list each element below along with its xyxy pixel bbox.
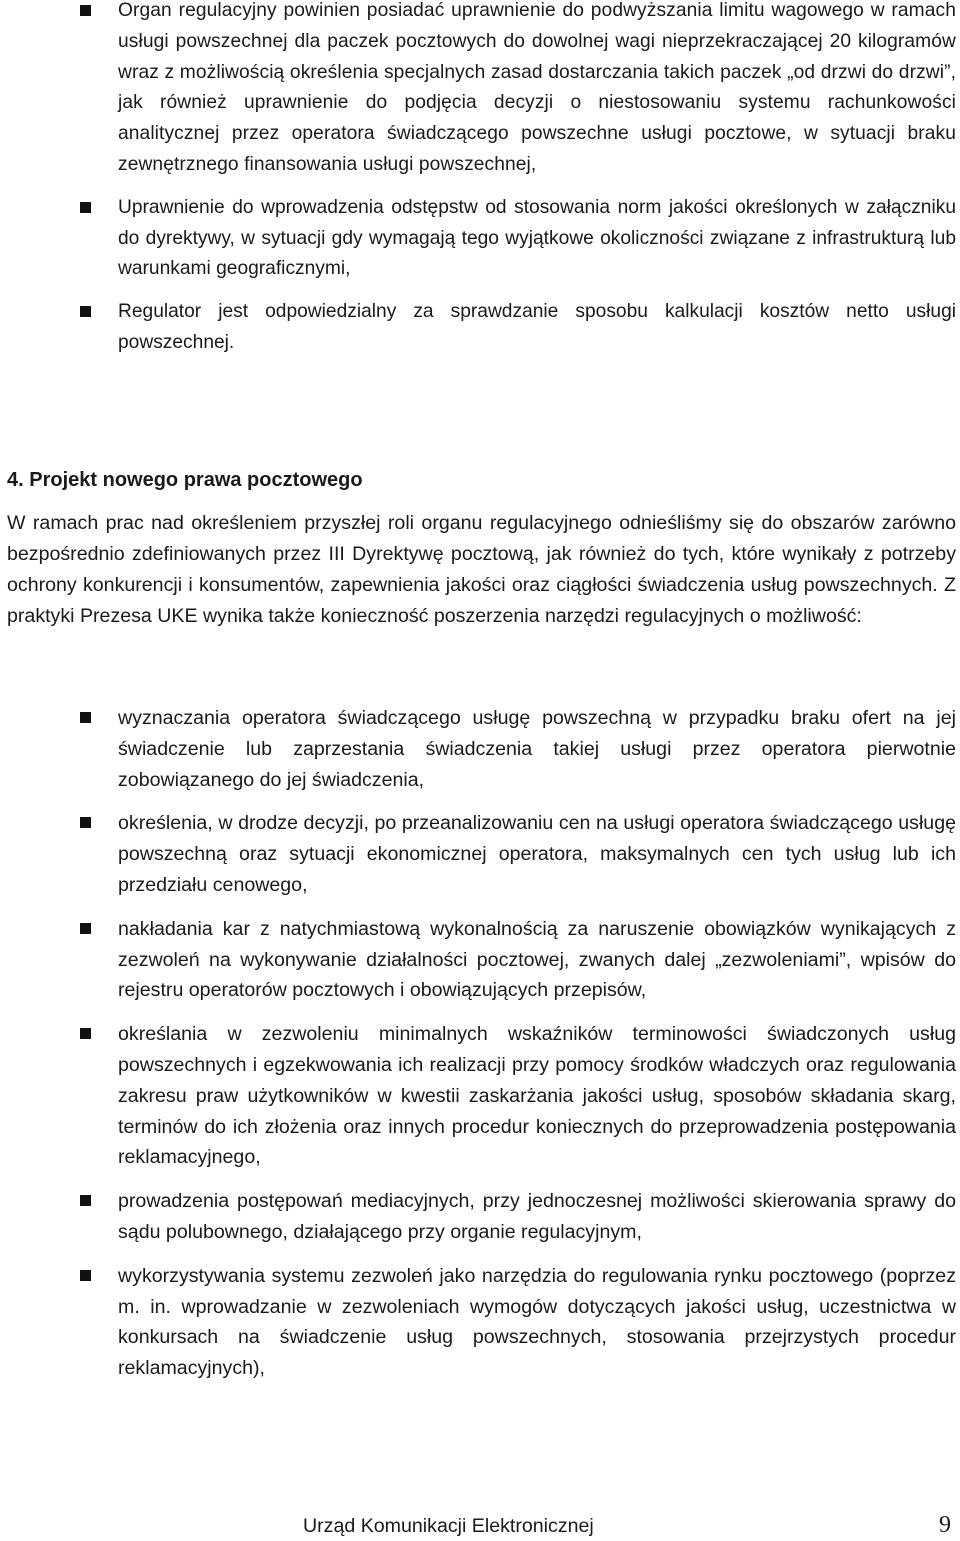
list-item [0,1261,960,1384]
list-item-text: Uprawnienie do wprowadzenia odstępstw od stosowania norm jakości określonych w załączniku do dyrektywy, w sytuacji gdy wymagają tego wyjątkowe okoliczności związane z infrastrukturą lub warunkami geograficznymi, [118,196,956,280]
list-item-text: wykorzystywania systemu zezwoleń jako narzędzia do regulowania rynku pocztowego (poprzez m. in. wprowadzanie w zezwoleniach wymogów dotyczących jakości usług, uczestnictwa w konkursach na świadczenie usług powszechnych, stosowania przejrzystych procedur reklamacyjnych), [118,1264,956,1380]
square-bullet-icon [80,923,91,934]
square-bullet-icon [80,712,91,723]
list-item [0,914,960,1006]
list-item-text: określania w zezwoleniu minimalnych wskaźników terminowości świadczonych usług powszechnych i egzekwowania ich realizacji przy pomocy środków władczych oraz regulowania zakresu praw użytkowników w kwestii zaskarżania jakości usług, sposobów składania skarg, terminów do ich złożenia oraz innych procedur koniecznych do przeprowadzenia postępowania reklamacyjnego, [118,1023,956,1169]
square-bullet-icon [80,817,91,828]
list-item [0,193,960,285]
list-item [0,297,960,359]
bullet-list-bottom [0,703,960,1384]
page-footer [0,1512,960,1540]
list-item [0,1019,960,1173]
square-bullet-icon [80,5,91,16]
square-bullet-icon [80,1028,91,1039]
list-item-text: Regulator jest odpowiedzialny za sprawdzanie sposobu kalkulacji kosztów netto usługi powszechnej. [118,301,956,353]
list-item-text: określenia, w drodze decyzji, po przeanalizowaniu cen na usługi operatora świadczącego usługę powszechną oraz sytuacji ekonomicznej operatora, maksymalnych cen tych usług lub ich przedziału cenowego, [118,812,956,896]
list-item [0,1186,960,1248]
list-item [0,703,960,795]
page-number: 9 [939,1512,951,1538]
section-heading: 4. Projekt nowego prawa pocztowego [7,469,363,491]
list-item-text: prowadzenia postępowań mediacyjnych, przy jednoczesnej możliwości skierowania sprawy do sądu polubownego, działającego przy organie regulacyjnym, [118,1190,956,1243]
list-item-text: Organ regulacyjny powinien posiadać uprawnienie do podwyższania limitu wagowego w ramach usługi powszechnej dla paczek pocztowych do dowolnej wagi nieprzekraczającej 20 kilogramów wraz z możliwością określenia specjalnych zasad dostarczania takich paczek „od drzwi do drzwi”, jak również uprawnienie do podjęcia decyzji o niestosowaniu systemu rachunkowości analitycznej przez operatora świadczącego powszechne usługi pocztowe, w sytuacji braku zewnętrznego finansowania usługi powszechnej, [118,0,956,175]
footer-organization: Urząd Komunikacji Elektronicznej [303,1515,594,1537]
list-item-text: nakładania kar z natychmiastową wykonalnością za naruszenie obowiązków wynikających z zezwoleń na wykonywanie działalności pocztowej, zwanych dalej „zezwoleniami”, wpisów do rejestru operatorów pocztowych i obowiązujących przepisów, [118,917,956,1002]
list-item-text: wyznaczania operatora świadczącego usługę powszechną w przypadku braku ofert na jej świadczenie lub zaprzestania świadczenia takiej usługi przez operatora pierwotnie zobowiązanego do jej świadczenia, [118,707,956,791]
section-paragraph: W ramach prac nad określeniem przyszłej roli organu regulacyjnego odnieśliśmy się do obszarów zarówno bezpośrednio zdefiniowanych przez III Dyrektywę pocztową, jak również do tych, które wynikały z potrzeby ochrony konkurencji i konsumentów, zapewnienia jakości oraz ciągłości świadczenia usług powszechnych. Z praktyki Prezesa UKE wynika także konieczność poszerzenia narzędzi regulacyjnych o możliwość: [7,512,956,627]
square-bullet-icon [80,1195,91,1206]
square-bullet-icon [80,306,91,317]
list-item [0,808,960,900]
square-bullet-icon [80,1270,91,1281]
bullet-list-top [0,0,960,359]
square-bullet-icon [80,202,91,213]
list-item [0,0,960,181]
